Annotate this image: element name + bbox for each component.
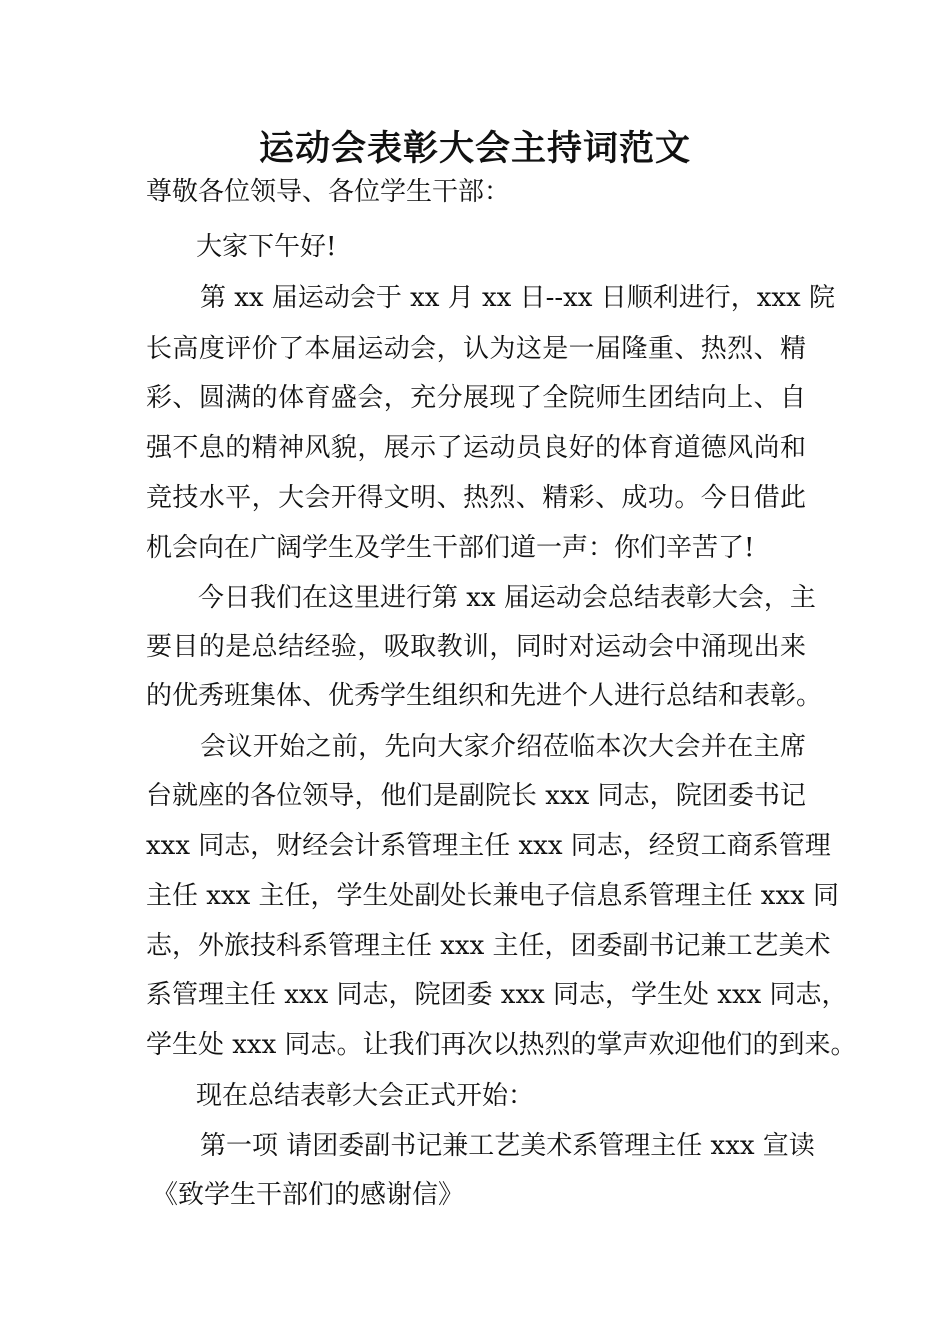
paragraph-line: 要目的是总结经验，吸取教训，同时对运动会中涌现出来	[146, 632, 806, 662]
paragraph-line: 竞技水平，大会开得文明、热烈、精彩、成功。今日借此	[146, 483, 806, 513]
paragraph-line: 长高度评价了本届运动会，认为这是一届隆重、热烈、精	[146, 334, 806, 364]
paragraph-line: 《致学生干部们的感谢信》	[152, 1180, 465, 1210]
paragraph-line: 彩、圆满的体育盛会，充分展现了全院师生团结向上、自	[146, 383, 806, 413]
paragraph-line: 会议开始之前，先向大家介绍莅临本次大会并在主席	[200, 732, 806, 762]
salutation: 尊敬各位领导、各位学生干部：	[146, 177, 511, 207]
paragraph-line: 学生处 xxx 同志。让我们再次以热烈的掌声欢迎他们的到来。	[146, 1030, 857, 1060]
paragraph-line: 强不息的精神风貌，展示了运动员良好的体育道德风尚和	[146, 433, 806, 463]
paragraph-line: 机会向在广阔学生及学生干部们道一声：你们辛苦了!	[146, 533, 755, 563]
paragraph-line: 现在总结表彰大会正式开始：	[196, 1081, 535, 1111]
greeting: 大家下午好!	[196, 232, 337, 262]
paragraph-line: 志，外旅技科系管理主任 xxx 主任，团委副书记兼工艺美术	[146, 931, 831, 961]
paragraph-line: 第 xx 届运动会于 xx 月 xx 日--xx 日顺利进行，xxx 院	[200, 283, 835, 313]
paragraph-line: 的优秀班集体、优秀学生组织和先进个人进行总结和表彰。	[146, 681, 823, 711]
paragraph-line: 主任 xxx 主任，学生处副处长兼电子信息系管理主任 xxx 同	[146, 881, 840, 911]
paragraph-line: 今日我们在这里进行第 xx 届运动会总结表彰大会，主	[198, 583, 816, 613]
paragraph-line: 第一项 请团委副书记兼工艺美术系管理主任 xxx 宣读	[200, 1131, 815, 1161]
document-title: 运动会表彰大会主持词范文	[258, 129, 691, 169]
paragraph-line: xxx 同志，财经会计系管理主任 xxx 同志，经贸工商系管理	[146, 831, 831, 861]
paragraph-line: 台就座的各位领导，他们是副院长 xxx 同志，院团委书记	[146, 781, 806, 811]
paragraph-line: 系管理主任 xxx 同志，院团委 xxx 同志，学生处 xxx 同志，	[146, 980, 848, 1010]
